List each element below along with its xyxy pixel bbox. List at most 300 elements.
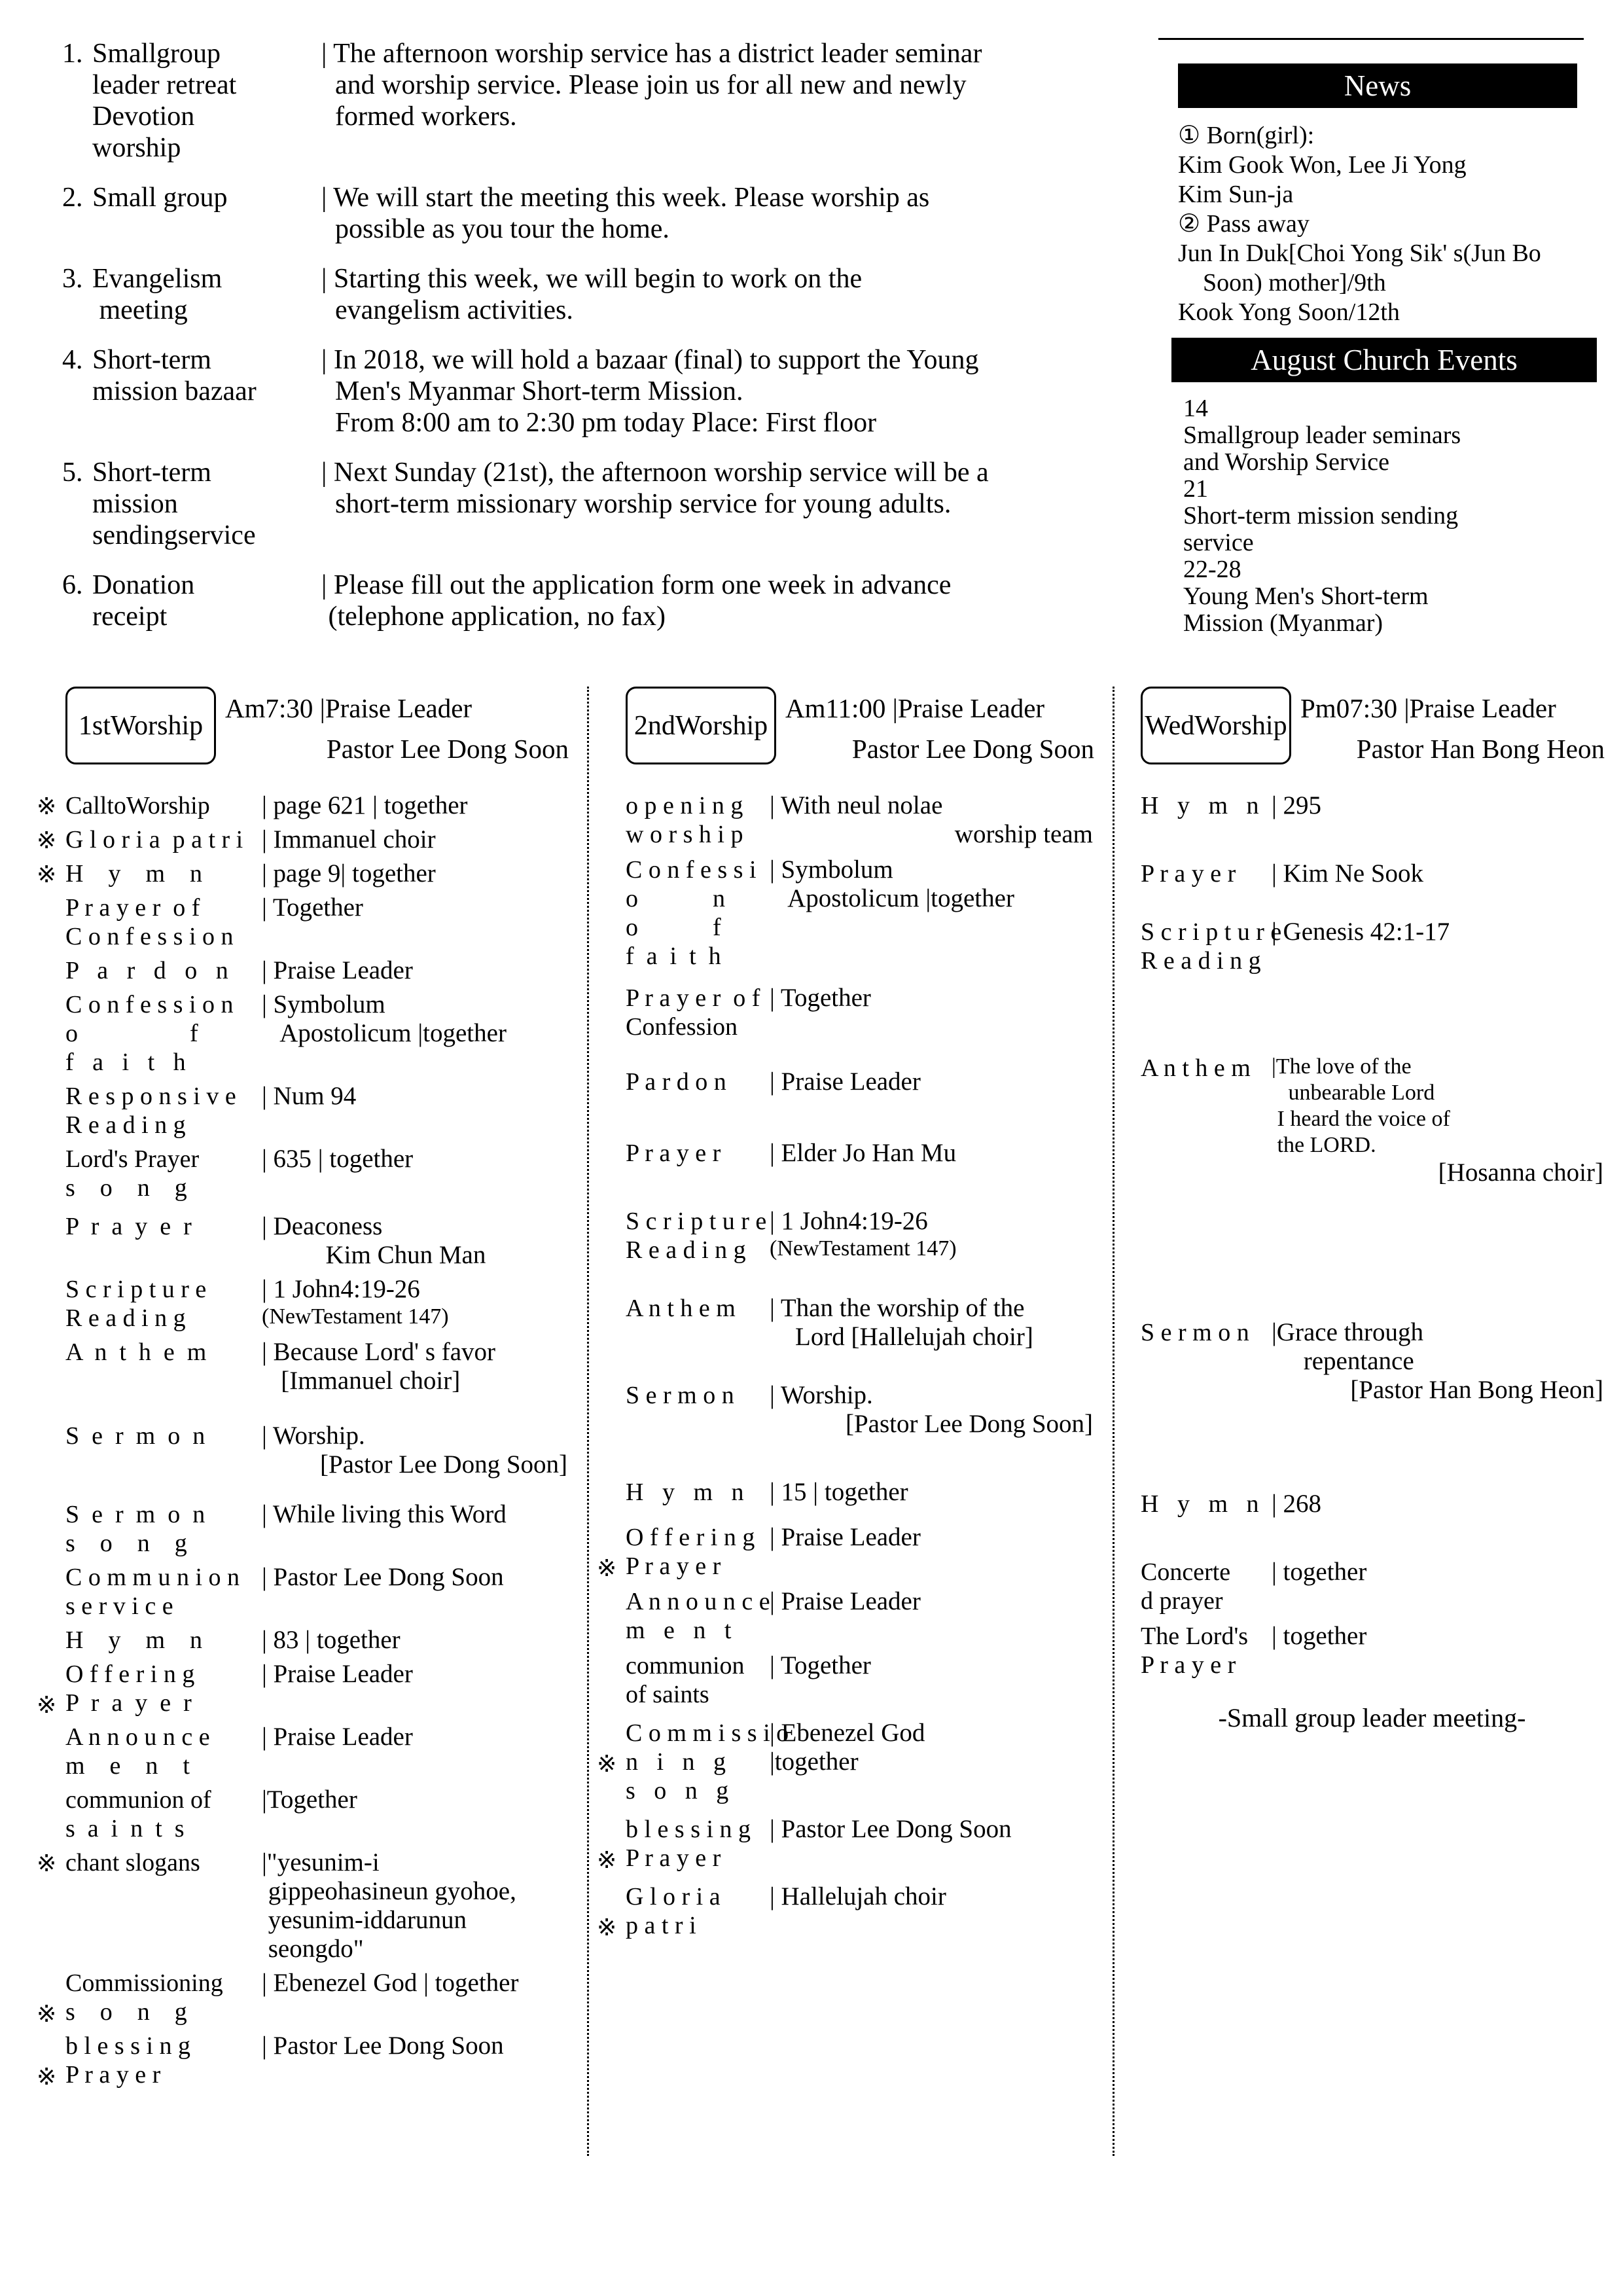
worship-time: Am7:30 |Praise Leader (225, 693, 473, 723)
row-label-line: P r a y e r (1141, 860, 1236, 888)
row-label-line: O f f e r i n g (65, 1660, 195, 1688)
asterisk-marker: ※ (37, 793, 57, 819)
row-value (262, 1848, 587, 1964)
announcement-item (62, 38, 1158, 164)
row-value-line: | page 621 | together (262, 791, 468, 819)
row-value (262, 1723, 587, 1780)
news-title: News (1344, 69, 1412, 102)
worship-column (1113, 687, 1623, 2156)
row-value (262, 1626, 587, 1655)
row-value (770, 1207, 1113, 1265)
item-number: 1. (62, 39, 83, 69)
row-label-line: C o n f e s s i o n (65, 923, 234, 950)
worship-row (1141, 918, 1623, 975)
worship-header (65, 687, 587, 769)
row-label-line: f a i t h (626, 942, 721, 970)
worship-header (1141, 687, 1623, 769)
row-value (770, 1882, 1113, 1940)
row-value (262, 1563, 587, 1621)
row-value-line: (NewTestament 147) (770, 1236, 957, 1261)
asterisk-marker: ※ (37, 2001, 57, 2027)
row-label-line: P r a y e r (626, 1139, 721, 1167)
worship-row (1141, 859, 1623, 888)
row-label-line: P r a y e r (1141, 1651, 1236, 1679)
item-title-line: worship (92, 133, 181, 163)
worship-time: Am11:00 |Praise Leader (785, 693, 1045, 723)
worship-row (626, 1139, 1113, 1168)
row-label (65, 1969, 262, 2026)
row-label-line: C o m m i s s i o (626, 1719, 789, 1747)
row-value (1272, 1622, 1623, 1679)
row-value-line: | Pastor Lee Dong Soon (262, 1563, 504, 1591)
row-label (1141, 1318, 1272, 1405)
events-list (1158, 395, 1623, 637)
announcement-item (62, 182, 1158, 245)
row-label (65, 2032, 262, 2089)
row-label-line: w o r s h i p (626, 821, 743, 848)
item-desc-line: From 8:00 am to 2:30 pm today Place: First floor (321, 408, 877, 438)
row-label (1141, 859, 1272, 888)
row-label (626, 1882, 770, 1940)
row-label (65, 1626, 262, 1655)
worship-row (1141, 1054, 1623, 1187)
row-value-line: |Together (262, 1785, 357, 1814)
row-label-line: H y m n (1141, 1490, 1259, 1518)
worship-row (65, 990, 587, 1077)
row-value-line: I heard the voice of (1272, 1107, 1450, 1131)
row-label-line: communion (626, 1652, 745, 1679)
row-value-line: | 268 (1272, 1490, 1322, 1518)
row-value-line: | Elder Jo Han Mu (770, 1139, 957, 1167)
item-description (321, 263, 1146, 326)
event-line: Smallgroup leader seminars (1183, 422, 1461, 449)
row-value-line: Apostolicum |together (262, 1019, 507, 1047)
worship-row (37, 1660, 587, 1718)
asterisk-marker: ※ (597, 1914, 617, 1941)
worship-row (37, 791, 587, 820)
row-label-line: p a t r i (626, 1912, 696, 1939)
news-header (1178, 63, 1577, 108)
row-value (770, 1139, 1113, 1168)
announcements-list (0, 38, 1158, 651)
item-number: 6. (62, 570, 83, 600)
worship-row (37, 859, 587, 888)
asterisk-marker: ※ (37, 1850, 57, 1876)
row-label (626, 1294, 770, 1352)
row-label-line: S c r i p t u r e (626, 1208, 767, 1235)
row-label (65, 1338, 262, 1395)
sidebar (1158, 38, 1623, 651)
item-title (92, 263, 321, 326)
item-desc-line: | Next Sunday (21st), the afternoon worship service will be a (321, 457, 989, 488)
worship-row (1141, 791, 1623, 820)
row-label (626, 1207, 770, 1265)
worship-row (65, 1626, 587, 1655)
item-number: 4. (62, 345, 83, 375)
row-label-line: S c r i p t u r e (1141, 918, 1282, 946)
item-title (92, 457, 321, 551)
asterisk-marker: ※ (37, 861, 57, 888)
row-label (65, 859, 262, 888)
worship-row (65, 1785, 587, 1843)
row-label (65, 1660, 262, 1717)
worship-row (626, 855, 1113, 971)
row-label-line: H y m n (65, 860, 202, 888)
worship-row (65, 1723, 587, 1780)
row-label-line: Lord's Prayer (65, 1145, 200, 1173)
row-value (770, 1523, 1113, 1581)
item-desc-line: | The afternoon worship service has a district leader seminar (321, 39, 982, 69)
row-value-line: yesunim-iddarunun (262, 1906, 467, 1934)
item-desc-line: Men's Myanmar Short-term Mission. (321, 376, 743, 406)
worship-row (37, 1969, 587, 2027)
item-desc-line: short-term missionary worship service for young adults. (321, 489, 952, 519)
row-value-line: | together (1272, 1558, 1367, 1586)
worship-title-box: WedWorship (1141, 687, 1291, 764)
news-line: Jun In Duk[Choi Yong Sik' s(Jun Bo (1178, 240, 1541, 267)
row-value (770, 1067, 1113, 1096)
row-value (770, 1587, 1113, 1645)
news-line: Kim Gook Won, Lee Ji Yong (1178, 151, 1467, 179)
row-value (262, 990, 587, 1077)
row-value-line: | With neul nolae (770, 791, 943, 819)
row-label (65, 1785, 262, 1843)
row-value-line: | Praise Leader (262, 1723, 413, 1751)
item-title-line: mission bazaar (92, 376, 257, 406)
row-label-line: G l o r i a (626, 1883, 721, 1910)
row-label-line: s o n g (65, 1530, 187, 1557)
row-value (770, 1815, 1113, 1873)
row-label-line: chant slogans (65, 1849, 200, 1876)
row-value-line: | Kim Ne Sook (1272, 859, 1424, 888)
worship-row (626, 1294, 1113, 1352)
row-label-line: R e a d i n g (1141, 947, 1261, 975)
row-label-line: O f f e r i n g (626, 1524, 755, 1551)
row-label (1141, 1558, 1272, 1615)
worship-header-info (1291, 688, 1623, 769)
item-title-line: Evangelism (92, 264, 223, 294)
row-value-line: | Immanuel choir (262, 825, 436, 853)
row-value-line: | Ebenezel God | together (262, 1969, 519, 1997)
row-value (1272, 1490, 1623, 1518)
worship-row (65, 1338, 587, 1395)
row-value-line: | Praise Leader (262, 956, 413, 984)
row-label-line: R e a d i n g (626, 1236, 746, 1264)
row-value (262, 1145, 587, 1202)
news-list (1158, 121, 1623, 327)
item-desc-line: and worship service. Please join us for all new and newly (321, 70, 967, 100)
row-label-line: b l e s s i n g (65, 2032, 191, 2060)
row-value (262, 1275, 587, 1333)
row-label (65, 1848, 262, 1964)
row-label (65, 1212, 262, 1270)
worship-row (1141, 1318, 1623, 1405)
row-value (262, 791, 587, 820)
item-title-line: leader retreat (92, 70, 237, 100)
row-value (262, 859, 587, 888)
worship-row (597, 1815, 1113, 1873)
row-label (626, 1139, 770, 1168)
item-title-line: Smallgroup (92, 39, 221, 69)
top-section (0, 0, 1623, 651)
row-value-line: | Pastor Lee Dong Soon (770, 1815, 1012, 1843)
row-label-line: o f (626, 914, 721, 941)
item-description (321, 457, 1146, 551)
item-title-line: Small group (92, 183, 228, 213)
event-line: 14 (1183, 395, 1208, 422)
row-value-line: gippeohasineun gyohoe, (262, 1877, 516, 1905)
row-label (1141, 1054, 1272, 1187)
item-title (92, 344, 321, 439)
worship-row (626, 1478, 1113, 1507)
row-label-line: o p e n i n g (626, 792, 743, 819)
worship-leader: Pastor Lee Dong Soon (851, 734, 1094, 764)
row-value-line: |"yesunim-i (262, 1848, 380, 1876)
asterisk-marker: ※ (597, 1751, 617, 1777)
worship-row (626, 1587, 1113, 1645)
worship-header (626, 687, 1113, 769)
worship-header-info (776, 688, 1113, 769)
row-label-line: s o n g (65, 1998, 187, 2026)
worship-row (626, 1207, 1113, 1265)
row-value (262, 2032, 587, 2089)
row-value (262, 1212, 587, 1270)
row-label-line: The Lord's (1141, 1623, 1249, 1650)
announcement-item (62, 569, 1158, 632)
worship-row (597, 1719, 1113, 1805)
row-label-line: A n n o u n c e (626, 1588, 770, 1615)
item-title (92, 182, 321, 245)
row-label (65, 1723, 262, 1780)
row-label-line: P r a y e r (65, 1213, 192, 1240)
news-line: Soon) mother]/9th (1178, 269, 1386, 296)
footer-note: -Small group leader meeting- (1218, 1703, 1526, 1732)
row-value (1272, 918, 1623, 975)
row-label (1141, 1622, 1272, 1679)
item-number: 2. (62, 183, 83, 213)
item-title-line: meeting (92, 295, 188, 325)
worship-row (1141, 1622, 1623, 1679)
asterisk-marker: ※ (37, 2064, 57, 2090)
row-value-line: worship team (954, 820, 1093, 848)
row-label (1141, 918, 1282, 975)
announcement-item (62, 457, 1158, 551)
row-label-line: P r a y e r (626, 1844, 721, 1872)
row-value-line: repentance (1272, 1347, 1414, 1375)
row-label-line: communion of (65, 1786, 211, 1814)
row-value (770, 791, 1113, 849)
row-value (770, 1651, 1113, 1709)
event-line: Short-term mission sending (1183, 502, 1459, 529)
row-value-line: [Pastor Lee Dong Soon] (845, 1410, 1093, 1438)
announcement-item (62, 344, 1158, 439)
row-label-line: H y m n (1141, 792, 1259, 819)
worship-row (65, 1275, 587, 1333)
row-value (262, 1422, 587, 1479)
row-value-line: | Pastor Lee Dong Soon (262, 2032, 504, 2060)
item-desc-line: evangelism activities. (321, 295, 573, 325)
row-value-line: | Praise Leader (770, 1067, 921, 1096)
item-number: 3. (62, 264, 83, 294)
row-value (770, 1381, 1113, 1439)
row-value-line: | Together (262, 893, 363, 922)
row-label (1141, 791, 1272, 820)
row-label (65, 825, 262, 854)
row-label (626, 855, 770, 971)
event-line: 22-28 (1183, 556, 1241, 583)
row-value-line: | page 9| together (262, 859, 436, 888)
worship-row (597, 1882, 1113, 1941)
row-label-line: C o m m u n i o n (65, 1564, 240, 1591)
worship-row (1141, 1490, 1623, 1518)
row-value-line: Kim Chun Man (262, 1241, 486, 1269)
worship-row (65, 1145, 587, 1202)
worship-row (626, 1067, 1113, 1096)
row-value (262, 1660, 587, 1717)
row-label-line: s o n g (65, 1174, 187, 1202)
row-value-line: (NewTestament 147) (262, 1304, 449, 1329)
row-label (626, 1381, 770, 1439)
item-title (92, 38, 321, 164)
announcement-item (62, 263, 1158, 326)
row-value-line: [Pastor Lee Dong Soon] (319, 1450, 567, 1479)
row-value-line: | Num 94 (262, 1082, 357, 1110)
row-label-line: of saints (626, 1681, 709, 1708)
item-desc-line: possible as you tour the home. (321, 214, 669, 244)
row-value (262, 1082, 587, 1139)
row-value-line: | While living this Word (262, 1500, 507, 1528)
row-label (1141, 1490, 1272, 1518)
row-label-line: P r a y e r (65, 1689, 192, 1717)
worship-row (597, 1523, 1113, 1581)
item-description (321, 344, 1146, 439)
row-value (770, 984, 1113, 1041)
row-value-line: | Praise Leader (770, 1587, 921, 1615)
row-label-line: C o n f e s s i (626, 856, 757, 884)
row-value (1272, 859, 1623, 888)
row-label-line: Concerte (1141, 1558, 1231, 1586)
row-value-line: | 1 John4:19-26 (262, 1275, 420, 1303)
worship-row (65, 1500, 587, 1558)
row-label (65, 1145, 262, 1202)
row-value-line: | Together (770, 1651, 871, 1679)
row-value (770, 1719, 1113, 1805)
row-value (262, 1969, 587, 2026)
row-value-line: | Hallelujah choir (770, 1882, 946, 1910)
worship-row (1141, 1558, 1623, 1615)
row-value-line: | 295 (1272, 791, 1322, 819)
item-desc-line: | In 2018, we will hold a bazaar (final) to support the Young (321, 345, 979, 375)
row-label (65, 893, 262, 951)
item-title-line: Short-term (92, 457, 211, 488)
item-desc-line: (telephone application, no fax) (321, 601, 666, 632)
row-label (626, 1815, 770, 1873)
worship-row (626, 1651, 1113, 1709)
row-value (262, 893, 587, 951)
worship-row (65, 956, 587, 985)
row-value-line: | Than the worship of the (770, 1294, 1025, 1322)
news-line: ① Born(girl): (1178, 122, 1315, 149)
row-label (626, 1719, 789, 1805)
row-value-line: | together (1272, 1622, 1367, 1650)
row-value-line: [Hosanna choir] (1438, 1158, 1603, 1187)
row-value (770, 1294, 1113, 1352)
row-label (65, 1082, 262, 1139)
row-label (65, 1500, 262, 1558)
item-description (321, 38, 1146, 164)
row-value-line: | Praise Leader (770, 1523, 921, 1551)
row-label-line: s o n g (626, 1777, 729, 1804)
event-line: service (1183, 529, 1254, 556)
row-value (770, 1478, 1113, 1507)
row-label (65, 1422, 262, 1479)
item-number: 5. (62, 457, 83, 488)
row-label (626, 791, 770, 849)
worship-title-box: 2ndWorship (626, 687, 776, 764)
row-label (626, 1067, 770, 1096)
asterisk-marker: ※ (37, 1692, 57, 1718)
row-label-line: n i n g (626, 1748, 726, 1776)
asterisk-marker: ※ (597, 1847, 617, 1873)
worship-row (65, 893, 587, 951)
row-value (262, 1338, 587, 1395)
worship-row (65, 1422, 587, 1479)
worship-row (626, 1381, 1113, 1439)
row-label-line: G l o r i a p a t r i (65, 826, 243, 853)
row-label (626, 984, 770, 1041)
row-value (1272, 1318, 1623, 1405)
worship-time: Pm07:30 |Praise Leader (1300, 693, 1556, 723)
row-label-line: CalltoWorship (65, 792, 210, 819)
row-label-line: A n n o u n c e (65, 1723, 210, 1751)
news-line: Kim Sun-ja (1178, 181, 1294, 208)
item-desc-line: | Please fill out the application form one week in advance (321, 570, 952, 600)
row-value-line: seongdo" (262, 1935, 364, 1963)
row-value-line: | Together (770, 984, 871, 1012)
row-value (770, 855, 1113, 971)
row-value-line: | 83 | together (262, 1626, 401, 1654)
row-value (262, 825, 587, 854)
worship-column (587, 687, 1113, 2156)
worship-header-info (216, 688, 587, 769)
worship-row (37, 825, 587, 854)
row-value-line: the LORD. (1272, 1133, 1376, 1157)
worship-column (0, 687, 587, 2156)
row-label (626, 1651, 770, 1709)
worship-section (0, 687, 1623, 2156)
row-value-line: Apostolicum |together (770, 884, 1014, 912)
row-label-line: o f (65, 1020, 198, 1047)
worship-row (626, 791, 1113, 849)
worship-row (626, 984, 1113, 1041)
worship-leader: Pastor Lee Dong Soon (326, 734, 569, 764)
event-line: Young Men's Short-term (1183, 583, 1429, 610)
row-label-line: P r a y e r o f (626, 984, 760, 1012)
item-description (321, 569, 1146, 632)
row-label-line: b l e s s i n g (626, 1816, 751, 1843)
row-value (262, 956, 587, 985)
row-label-line: o n (626, 885, 725, 912)
row-value-line: | Symbolum (262, 990, 385, 1018)
row-value-line: | Because Lord' s favor (262, 1338, 496, 1366)
row-value-line: | Worship. (770, 1381, 873, 1409)
row-label-line: P a r d o n (626, 1068, 726, 1096)
row-label-line: s e r v i c e (65, 1592, 173, 1620)
row-label-line: A n t h e m (626, 1295, 736, 1322)
event-line: Mission (Myanmar) (1183, 609, 1383, 637)
row-label-line: R e s p o n s i v e (65, 1083, 236, 1110)
row-value-line: | 1 John4:19-26 (770, 1207, 928, 1235)
